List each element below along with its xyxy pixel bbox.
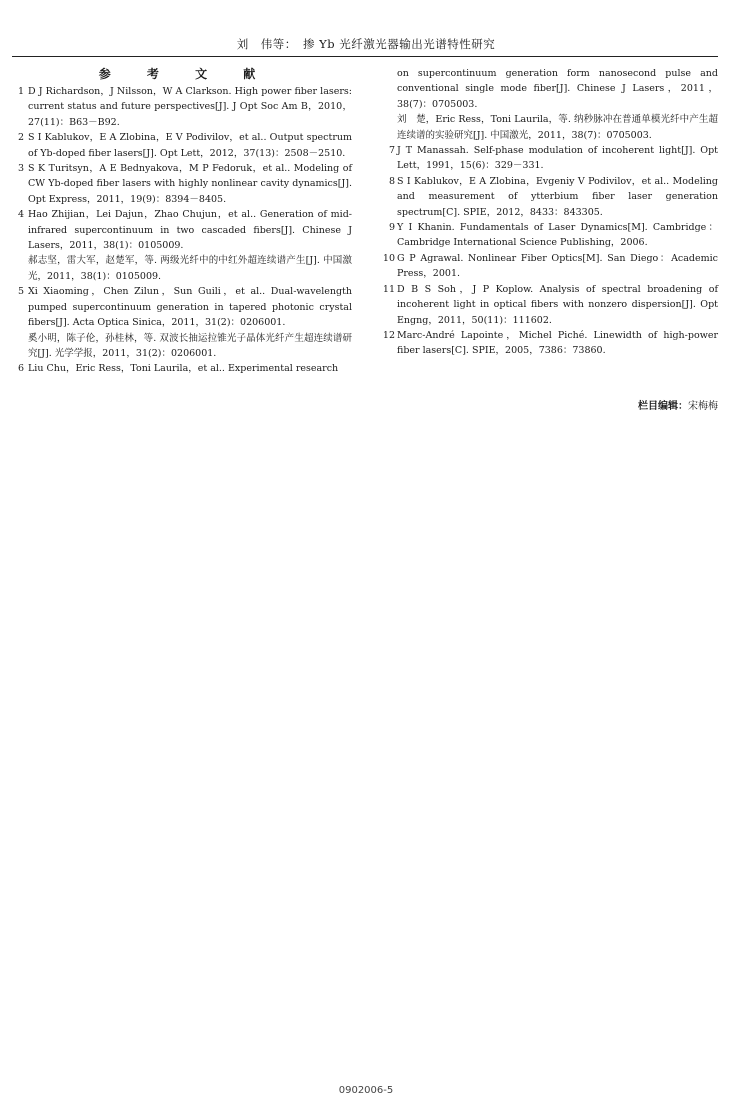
- editor-label: 栏目编辑：: [638, 401, 688, 412]
- reference-item: [383, 328, 718, 359]
- reference-item: [383, 282, 718, 328]
- editor-name: 宋梅梅: [688, 401, 718, 412]
- reference-item: [18, 130, 352, 161]
- header-rule: [12, 56, 718, 57]
- reference-number: 12: [382, 329, 395, 341]
- reference-number: 2: [18, 132, 25, 144]
- reference-item: [383, 143, 718, 174]
- reference-item: [18, 284, 352, 361]
- reference-text: S I Kablukov，E A Zlobina，Evgeniy V Podivilov，et al.. Modeling and measurement of ytterbium fiber laser generation spectrum[C]. SPIE，2012，8433：843305.: [397, 175, 718, 218]
- references-title: 参 考 文 献: [98, 67, 272, 81]
- references-right-column: [383, 66, 718, 359]
- reference-item: [18, 207, 352, 284]
- reference-text: Marc-André Lapointe，Michel Piché. Linewidth of high-power fiber lasers[C]. SPIE，2005，7386：73860.: [397, 329, 718, 357]
- reference-text: G P Agrawal. Nonlinear Fiber Optics[M]. San Diego：Academic Press，2001.: [397, 252, 718, 280]
- reference-item: [383, 251, 718, 282]
- reference-text: 奚小明，陈子伦，孙桂林，等. 双波长抽运拉锥光子晶体光纤产生超连续谱研究[J]. 光学学报，2011，31(2)：0206001.: [28, 332, 352, 359]
- reference-item: [383, 220, 718, 251]
- reference-text: S I Kablukov，E A Zlobina，E V Podivilov，et al.. Output spectrum of Yb-doped fiber lasers[J]. Opt Lett，2012，37(13)：2508－2510.: [28, 132, 352, 159]
- reference-number: 1: [18, 86, 25, 97]
- reference-number: 6: [18, 363, 25, 375]
- reference-text: D J Richardson，J Nilsson，W A Clarkson. High power fiber lasers: current status and future perspectives[J]. J Opt Soc Am B，2010，27(11)：B63－B92.: [28, 86, 352, 128]
- reference-item: [18, 161, 352, 207]
- reference-text: Hao Zhijian，Lei Dajun，Zhao Chujun，et al.. Generation of mid-infrared supercontinuum in two cascaded fibers[J]. Chinese J Lasers，2011，38(1)：0105009.: [28, 209, 352, 252]
- column-editor: [638, 397, 718, 412]
- reference-text: D B S Soh，J P Koplow. Analysis of spectral broadening of incoherent light in optical fibers with nonzero dispersion[J]. Opt Engng，2011，50(11)：111602.: [397, 283, 718, 326]
- running-head: 刘 伟等： 掺 Yb 光纤激光器输出光谱特性研究: [236, 37, 496, 51]
- reference-continuation: on supercontinuum generation form nanosecond pulse and conventional single mode fiber[J]. Chinese J Lasers，2011，38(7)：0705003.: [397, 68, 718, 110]
- reference-number: 11: [382, 283, 395, 295]
- reference-text: Xi Xiaoming，Chen Zilun，Sun Guili，et al.. Dual-wavelength pumped supercontinuum generation in tapered photonic crystal fibers[J]. Acta Optica Sinica，2011，31(2)：0206001.: [28, 286, 352, 329]
- references-left-column: [18, 66, 352, 377]
- reference-text: Y I Khanin. Fundamentals of Laser Dynamics[M]. Cambridge：Cambridge International Science Publishing，2006.: [397, 222, 718, 249]
- reference-item: [383, 174, 718, 220]
- reference-number: 5: [18, 286, 25, 298]
- reference-number: 10: [382, 252, 395, 264]
- reference-number: 3: [18, 163, 25, 175]
- reference-text: S K Turitsyn，A E Bednyakova，M P Fedoruk，et al.. Modeling of CW Yb-doped fiber lasers with highly nonlinear cavity dynamics[J]. Opt Express，2011，19(9)：8394－8405.: [28, 163, 352, 205]
- reference-text: 郝志坚，雷大军，赵楚军，等. 两级光纤中的中红外超连续谱产生[J]. 中国激光，2011，38(1)：0105009.: [28, 255, 352, 282]
- reference-item: [18, 84, 352, 130]
- reference-text: Liu Chu，Eric Ress，Toni Laurila，et al.. Experimental research: [28, 363, 339, 375]
- reference-number: 8: [388, 175, 395, 187]
- reference-number: 9: [388, 222, 395, 234]
- reference-number: 4: [18, 209, 25, 221]
- reference-continuation-cn: 刘 楚，Eric Ress，Toni Laurila，等. 纳秒脉冲在普通单模光纤中产生超连续谱的实验研究[J]. 中国激光，2011，38(7)：0705003.: [397, 114, 718, 141]
- reference-item: [18, 361, 352, 376]
- page-number: 0902006-5: [338, 1085, 394, 1096]
- reference-text: J T Manassah. Self-phase modulation of incoherent light[J]. Opt Lett，1991，15(6)：329－331.: [397, 145, 718, 172]
- reference-number: 7: [388, 145, 395, 157]
